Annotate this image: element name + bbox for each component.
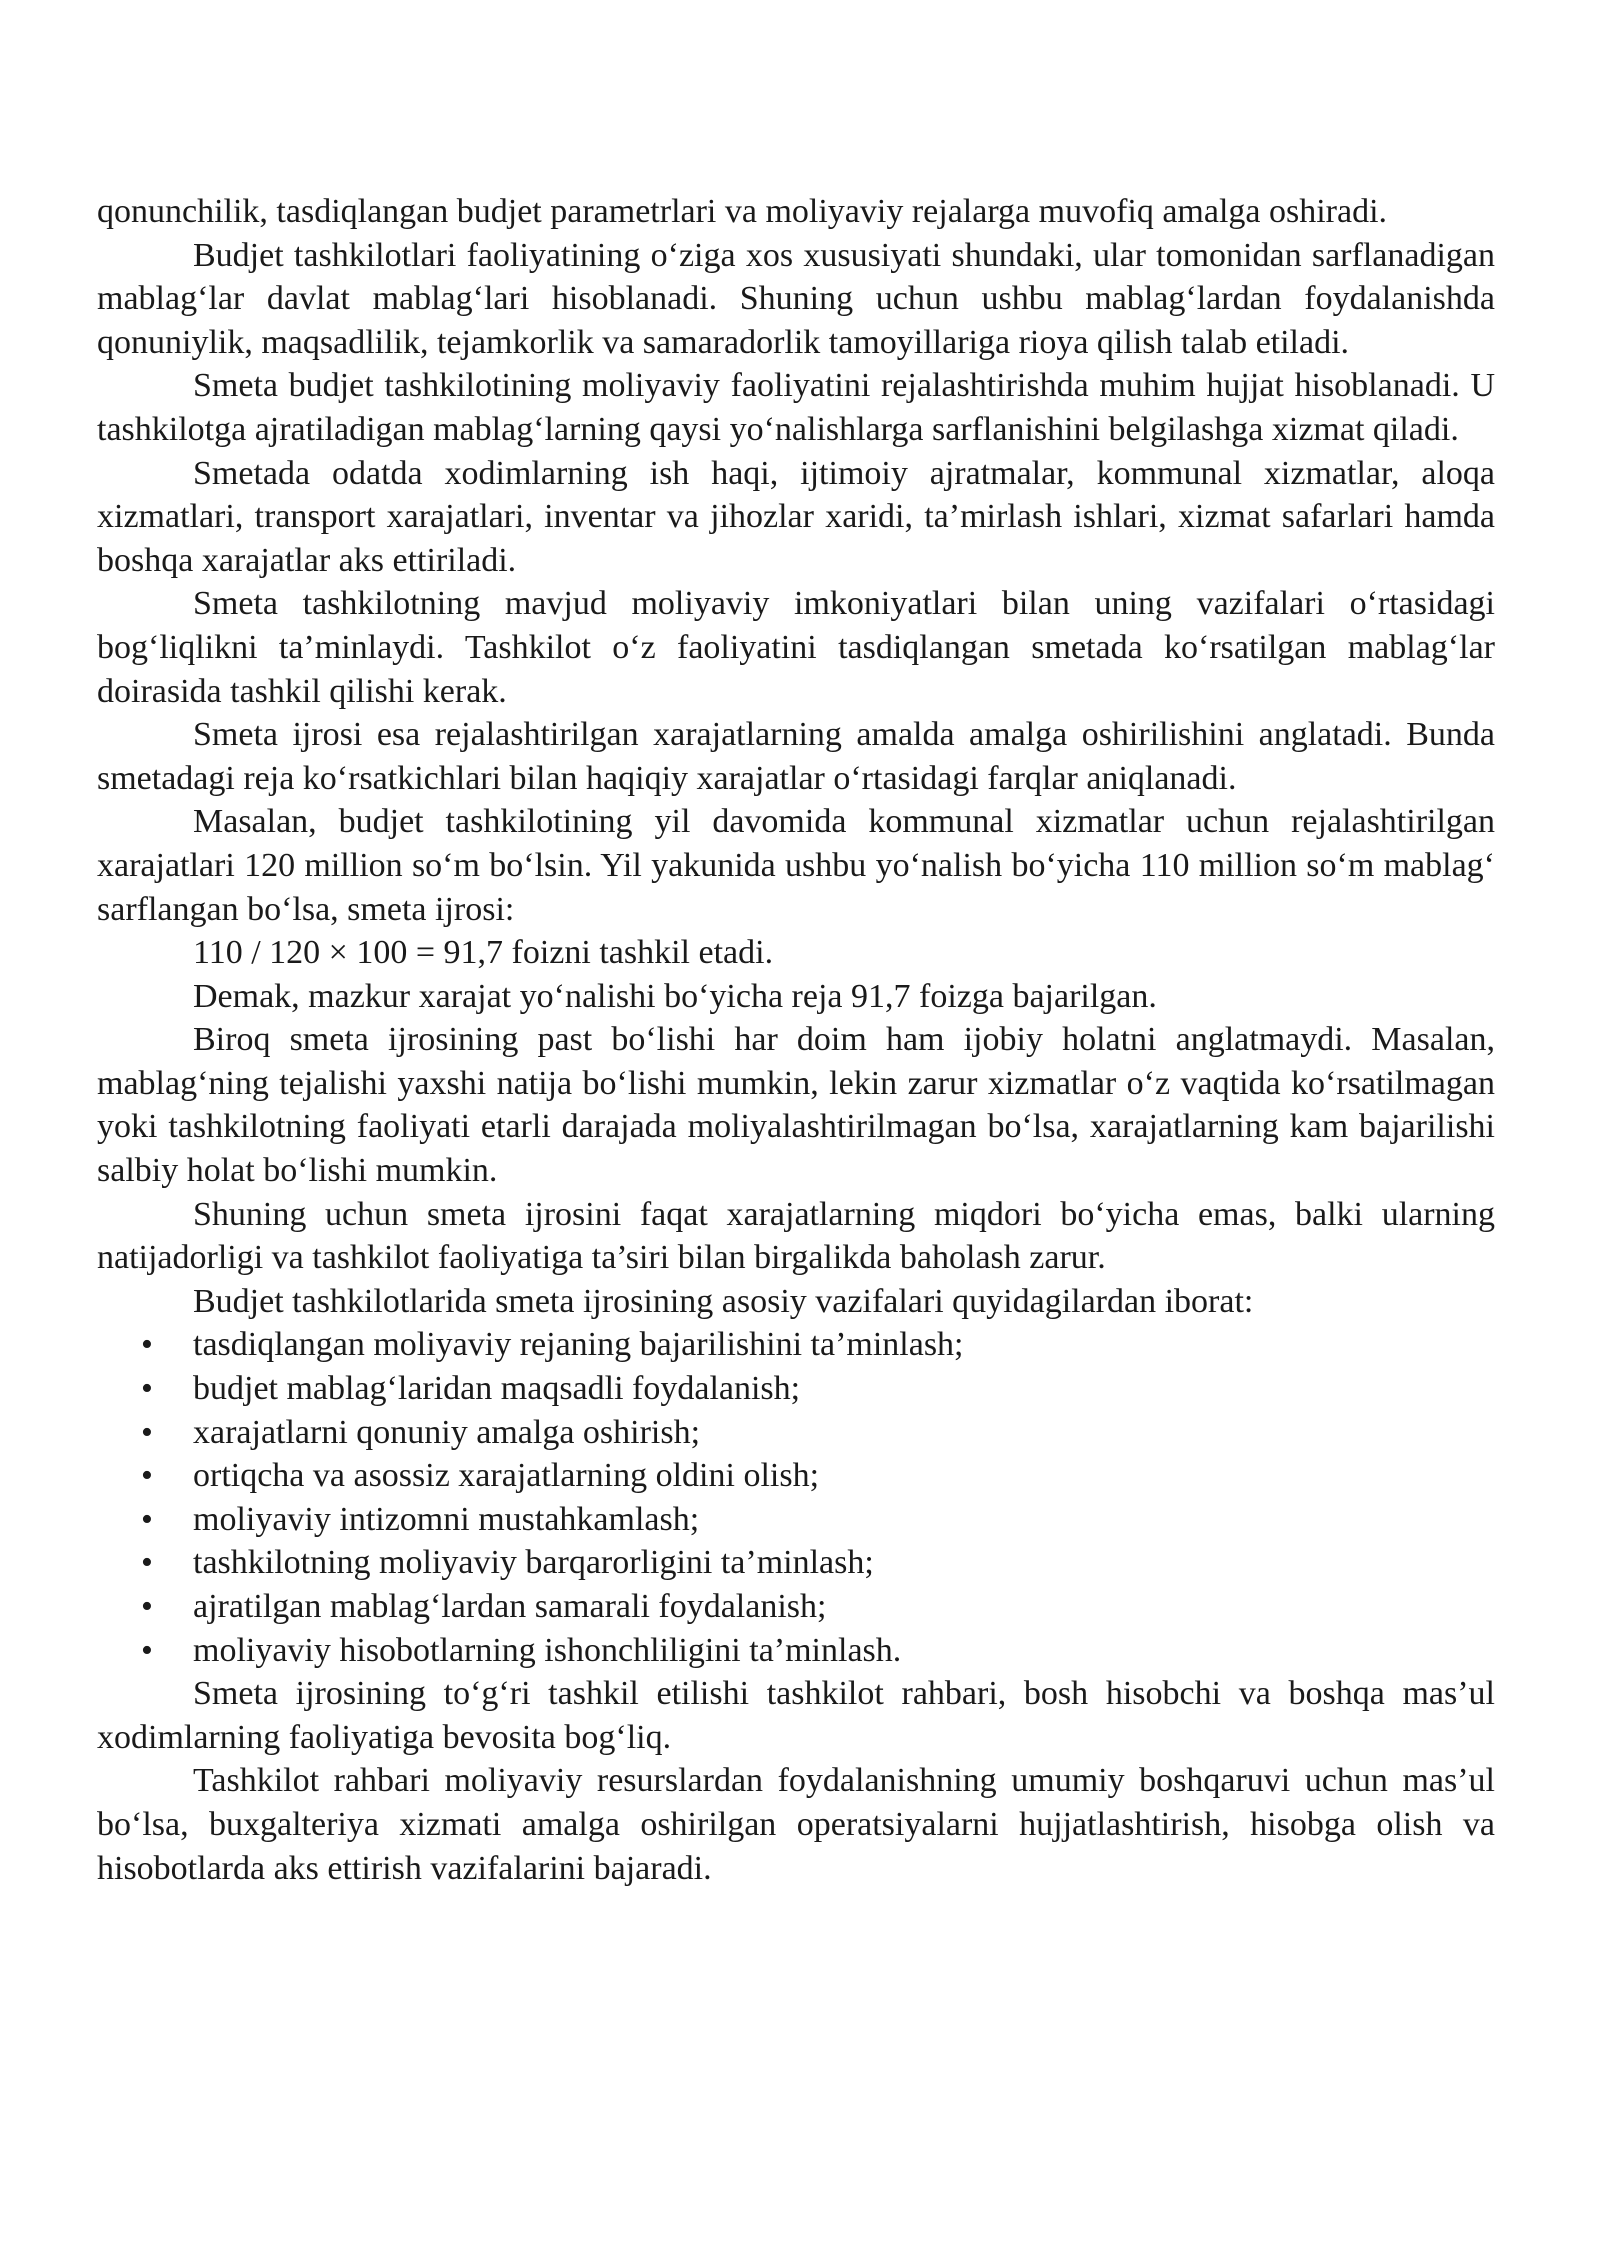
paragraph: qonunchilik, tasdiqlangan budjet parametrlari va moliyaviy rejalarga muvofiq amalga oshiradi. [97, 193, 1388, 230]
paragraph: Demak, mazkur xarajat yo‘nalishi bo‘yicha reja 91,7 foizga bajarilgan. [193, 977, 1157, 1015]
list-item [97, 1323, 1495, 1367]
list-item [97, 1629, 1495, 1673]
list-item [97, 1585, 1495, 1629]
list-item-text: xarajatlarni qonuniy amalga oshirish; [193, 1413, 701, 1451]
list-intro: Budjet tashkilotlarida smeta ijrosining asosiy vazifalari quyidagilardan iborat: [193, 1282, 1254, 1320]
list-item-text: moliyaviy hisobotlarning ishonchliligini ta’minlash. [193, 1631, 902, 1669]
paragraph: Smeta tashkilotning mavjud moliyaviy imkoniyatlari bilan uning vazifalari o‘rtasidagi bog‘liqlikni ta’minlaydi. Tashkilot o‘z faoliyatini tasdiqlangan smetada ko‘rsatilgan mablag‘lar doirasida tashkil qilishi kerak. [97, 585, 1495, 710]
list-item-text: tasdiqlangan moliyaviy rejaning bajarilishini ta’minlash; [193, 1326, 964, 1364]
paragraph: Shuning uchun smeta ijrosini faqat xarajatlarning miqdori bo‘yicha emas, balki ularning natijadorligi va tashkilot faoliyatiga ta’siri bilan birgalikda baholash zarur. [97, 1195, 1495, 1277]
body-text-top [97, 190, 1495, 1323]
paragraph: Budjet tashkilotlari faoliyatining o‘ziga xos xususiyati shundaki, ular tomonidan sarflanadigan mablag‘lar davlat mablag‘lari hisoblanadi. Shuning uchun ushbu mablag‘lardan foydalanishda qonuniylik, maqsadlilik, tejamkorlik va samaradorlik tamoyillariga rioya qilish talab etiladi. [97, 236, 1495, 361]
list-item [97, 1411, 1495, 1455]
paragraph: Smeta ijrosining to‘g‘ri tashkil etilishi tashkilot rahbari, bosh hisobchi va boshqa mas’ul xodimlarning faoliyatiga bevosita bog‘liq. [97, 1675, 1495, 1756]
list-item-text: tashkilotning moliyaviy barqarorligini ta’minlash; [193, 1544, 874, 1582]
list-item-text: ajratilgan mablag‘lardan samarali foydalanish; [193, 1588, 827, 1625]
document-page [97, 190, 1495, 1890]
paragraph: Smetada odatda xodimlarning ish haqi, ijtimoiy ajratmalar, kommunal xizmatlar, aloqa xizmatlari, transport xarajatlari, inventar va jihozlar xaridi, ta’mirlash ishlari, xizmat safarlari hamda boshqa xarajatlar aks ettiriladi. [97, 454, 1495, 579]
paragraph: Masalan, budjet tashkilotining yil davomida kommunal xizmatlar uchun rejalashtirilgan xarajatlari 120 million so‘m bo‘lsin. Yil yakunida ushbu yo‘nalish bo‘yicha 110 million so‘m mablag‘ sarflangan bo‘lsa, smeta ijrosi: [97, 803, 1495, 928]
bullet-icon: • [141, 1500, 153, 1538]
list-item-text: ortiqcha va asossiz xarajatlarning oldini olish; [193, 1457, 820, 1495]
bullet-icon: • [141, 1544, 153, 1582]
paragraph: Smeta ijrosi esa rejalashtirilgan xarajatlarning amalda amalga oshirilishini anglatadi. Bunda smetadagi reja ko‘rsatkichlari bilan haqiqiy xarajatlar o‘rtasidagi farqlar aniqlanadi. [97, 716, 1495, 797]
bullet-icon: • [141, 1326, 153, 1364]
list-item [97, 1454, 1495, 1498]
list-item [97, 1367, 1495, 1411]
bullet-icon: • [141, 1631, 153, 1669]
list-item-text: budjet mablag‘laridan maqsadli foydalanish; [193, 1370, 801, 1408]
list-item-text: moliyaviy intizomni mustahkamlash; [193, 1500, 700, 1538]
body-text-bottom [97, 1672, 1495, 1890]
paragraph: Smeta budjet tashkilotining moliyaviy faoliyatini rejalashtirishda muhim hujjat hisoblanadi. U tashkilotga ajratiladigan mablag‘larning qaysi yo‘nalishlarga sarflanishini belgilashga xizmat qiladi. [97, 367, 1495, 448]
bullet-icon: • [141, 1457, 153, 1495]
bullet-icon: • [141, 1588, 153, 1625]
bullet-list [97, 1323, 1495, 1672]
paragraph: Tashkilot rahbari moliyaviy resurslardan foydalanishning umumiy boshqaruvi uchun mas’ul bo‘lsa, buxgalteriya xizmati amalga oshirilgan operatsiyalarni hujjatlashtirish, hisobga olish va hisobotlarda aks ettirish vazifalarini bajaradi. [97, 1762, 1495, 1887]
bullet-icon: • [141, 1370, 153, 1408]
formula-line: 110 / 120 × 100 = 91,7 foizni tashkil etadi. [193, 934, 774, 972]
list-item [97, 1541, 1495, 1585]
paragraph: Biroq smeta ijrosining past bo‘lishi har doim ham ijobiy holatni anglatmaydi. Masalan, mablag‘ning tejalishi yaxshi natija bo‘lishi mumkin, lekin zarur xizmatlar o‘z vaqtida ko‘rsatilmagan yoki tashkilotning faoliyati etarli darajada moliyalashtirilmagan bo‘lsa, xarajatlarning kam bajarilishi salbiy holat bo‘lishi mumkin. [97, 1021, 1495, 1190]
bullet-icon: • [141, 1413, 153, 1451]
list-item [97, 1498, 1495, 1542]
